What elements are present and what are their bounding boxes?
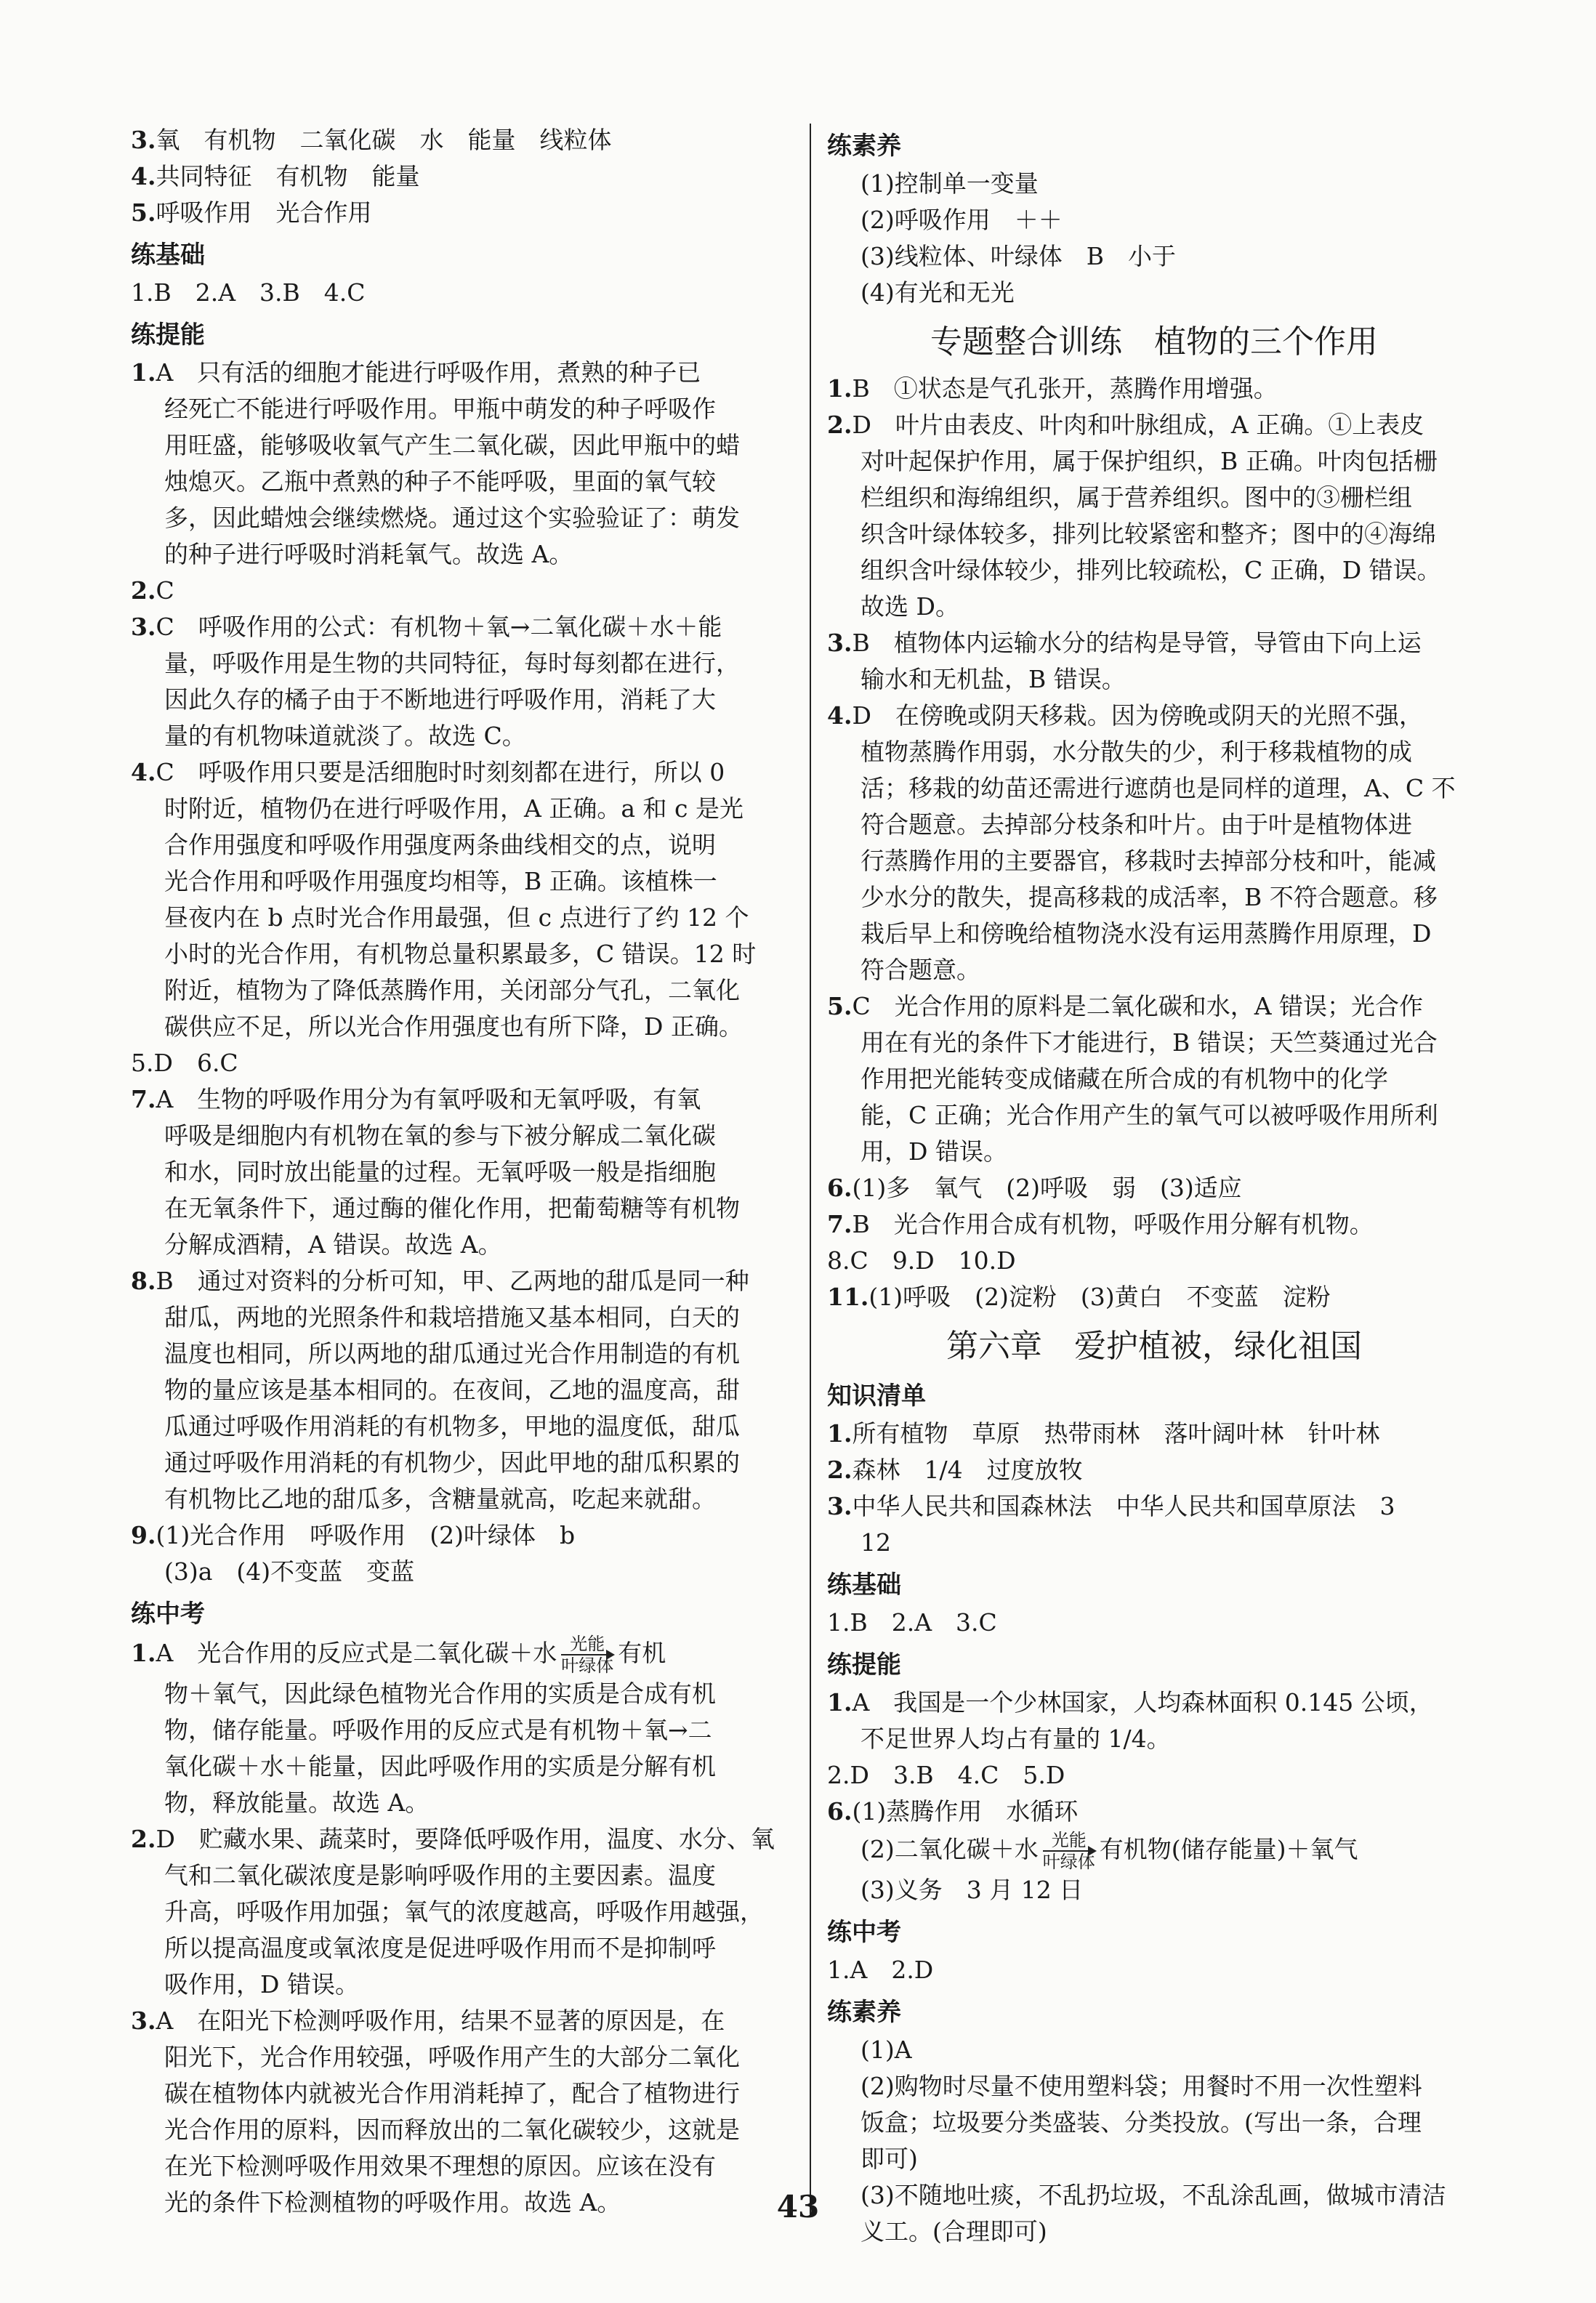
equation-right: 有机: [618, 1639, 666, 1667]
answer-line: 作用把光能转变成储藏在所合成的有机物中的化学: [861, 1065, 1388, 1093]
answer-text: (1)蒸腾作用 水循环: [852, 1797, 1079, 1826]
arrow-condition-bottom: 叶绿体: [561, 1655, 614, 1676]
equation-line: [131, 1634, 792, 1676]
question-number: 2.: [131, 1825, 156, 1853]
answer-text: (1)呼吸 (2)淀粉 (3)黄白 不变蓝 淀粉: [868, 1283, 1331, 1311]
answer-line: (3)a (4)不变蓝 变蓝: [164, 1557, 415, 1586]
answer-text: A 在阳光下检测呼吸作用，结果不显著的原因是，在: [156, 2006, 725, 2035]
answer-line: 活；移栽的幼苗还需进行遮荫也是同样的道理，A、C 不: [861, 774, 1456, 802]
section-heading: 练提能: [827, 1650, 901, 1679]
chapter-title: 第六章 爱护植被，绿化祖国: [946, 1328, 1362, 1365]
arrow-condition-top: 光能: [570, 1634, 605, 1654]
answer-line: [131, 609, 792, 645]
answer-line: 组织含叶绿体较少，排列比较疏松，C 正确，D 错误。: [861, 556, 1441, 584]
answer-text: 呼吸作用 光合作用: [156, 198, 372, 227]
answer-text: C 呼吸作用只要是活细胞时时刻刻都在进行，所以 0: [156, 758, 725, 786]
answer-line: [131, 2003, 792, 2039]
answer-line: [827, 1170, 1481, 1206]
answer-line: [827, 1794, 1481, 1830]
page-number: 43: [776, 2189, 820, 2225]
answer-line: 故选 D。: [861, 592, 959, 621]
answer-text: 2.D 3.B 4.C 5.D: [827, 1761, 1065, 1789]
answer-line: 在无氧条件下，通过酶的催化作用，把葡萄糖等有机物: [164, 1194, 740, 1222]
answer-line: (3)义务 3 月 12 日: [861, 1876, 1084, 1904]
answer-line: 有机物比乙地的甜瓜多，含糖量就高，吃起来就甜。: [164, 1485, 716, 1513]
answer-text: 1.B 2.A 3.B 4.C: [131, 278, 366, 307]
question-number: 11.: [827, 1283, 869, 1311]
answer-line: [827, 1279, 1481, 1315]
question-number: 3.: [131, 613, 156, 641]
answer-line: 多，因此蜡烛会继续燃烧。通过这个实验验证了：萌发: [164, 504, 740, 532]
question-number: 1.: [827, 1419, 853, 1448]
right-column: [827, 122, 1481, 2250]
arrow-icon: [561, 1654, 613, 1655]
reaction-arrow: [1043, 1830, 1095, 1872]
answer-line: 烛熄灭。乙瓶中煮熟的种子不能呼吸，里面的氧气较: [164, 467, 716, 496]
question-number: 7.: [131, 1085, 156, 1113]
question-number: 7.: [827, 1210, 853, 1238]
answer-text: 共同特征 有机物 能量: [156, 162, 420, 190]
answer-text: (1)光合作用 呼吸作用 (2)叶绿体 b: [156, 1521, 576, 1549]
answer-line: 和水，同时放出能量的过程。无氧呼吸一般是指细胞: [164, 1158, 716, 1186]
section-heading: 练素养: [827, 1998, 901, 2027]
left-column: [131, 122, 792, 2221]
answer-text: B 通过对资料的分析可知，甲、乙两地的甜瓜是同一种: [156, 1267, 749, 1295]
question-number: 1.: [827, 374, 853, 403]
answer-line: 能，C 正确；光合作用产生的氧气可以被呼吸作用所利: [861, 1101, 1438, 1129]
answer-line: (3)不随地吐痰，不乱扔垃圾，不乱涂乱画，做城市清洁: [861, 2181, 1446, 2209]
question-number: 5.: [131, 198, 156, 227]
answer-line: 用，D 错误。: [861, 1137, 1007, 1166]
answer-line: 所以提高温度或氧浓度是促进呼吸作用而不是抑制呼: [164, 1934, 716, 1962]
answer-text: 所有植物 草原 热带雨林 落叶阔叶林 针叶林: [852, 1419, 1380, 1448]
question-number: 4.: [131, 162, 156, 190]
equation-right: 有机物(储存能量)＋氧气: [1099, 1835, 1358, 1863]
answer-line: 光合作用的原料，因而释放出的二氧化碳较少，这就是: [164, 2116, 740, 2144]
answer-line: 气和二氧化碳浓度是影响呼吸作用的主要因素。温度: [164, 1861, 716, 1889]
answer-line: 合作用强度和呼吸作用强度两条曲线相交的点，说明: [164, 831, 716, 859]
answer-line: 分解成酒精，A 错误。故选 A。: [164, 1230, 502, 1259]
answer-line: 少水分的散失，提高移栽的成活率，B 不符合题意。移: [861, 883, 1438, 911]
answer-line: 附近，植物为了降低蒸腾作用，关闭部分气孔，二氧化: [164, 976, 740, 1004]
question-number: 3.: [131, 126, 156, 154]
answer-line: 吸作用，D 错误。: [164, 1970, 359, 1999]
question-number: 6.: [827, 1174, 853, 1202]
answer-text: 5.D 6.C: [131, 1049, 238, 1077]
answer-text: D 叶片由表皮、叶肉和叶脉组成，A 正确。①上表皮: [852, 411, 1424, 439]
answer-text: A 生物的呼吸作用分为有氧呼吸和无氧呼吸，有氧: [156, 1085, 701, 1113]
answer-line: 物的量应该是基本相同的。在夜间，乙地的温度高，甜: [164, 1376, 740, 1404]
answer-line: [827, 371, 1481, 407]
answer-text: D 贮藏水果、蔬菜时，要降低呼吸作用，温度、水分、氧: [156, 1825, 775, 1853]
answer-line: [131, 158, 792, 195]
answer-line: 在光下检测呼吸作用效果不理想的原因。应该在没有: [164, 2152, 716, 2180]
answer-line: [827, 1206, 1481, 1243]
answer-line: 氧化碳＋水＋能量，因此呼吸作用的实质是分解有机: [164, 1752, 716, 1780]
answer-line: 栏组织和海绵组织，属于营养组织。图中的③栅栏组: [861, 483, 1412, 512]
answer-line: 经死亡不能进行呼吸作用。甲瓶中萌发的种子呼吸作: [164, 395, 716, 423]
answer-text: B 植物体内运输水分的结构是导管，导管由下向上运: [852, 629, 1422, 657]
answer-text: B 光合作用合成有机物，呼吸作用分解有机物。: [852, 1210, 1374, 1238]
answer-line: 昼夜内在 b 点时光合作用最强，但 c 点进行了约 12 个: [164, 903, 749, 932]
answer-line: [131, 1263, 792, 1299]
answer-line: 物，储存能量。呼吸作用的反应式是有机物＋氧→二: [164, 1716, 712, 1744]
equation-left: (2)二氧化碳＋水: [861, 1835, 1039, 1863]
answer-text: A 只有活的细胞才能进行呼吸作用，煮熟的种子已: [156, 358, 701, 387]
answer-text: D 在傍晚或阴天移栽。因为傍晚或阴天的光照不强，: [852, 701, 1423, 730]
answer-line: 用在有光的条件下才能进行，B 错误；天竺葵通过光合: [861, 1028, 1438, 1057]
answer-line: [131, 275, 792, 311]
answer-line: 光的条件下检测植物的呼吸作用。故选 A。: [164, 2188, 621, 2217]
answer-line: [131, 1821, 792, 1858]
answer-line: (1)控制单一变量: [861, 169, 1039, 198]
answer-line: 的种子进行呼吸时消耗氧气。故选 A。: [164, 540, 573, 568]
answer-line: [827, 1685, 1481, 1721]
section-heading: 练中考: [131, 1600, 205, 1629]
answer-text: 1.B 2.A 3.C: [827, 1608, 997, 1637]
answer-line: 用旺盛，能够吸收氧气产生二氧化碳，因此甲瓶中的蜡: [164, 431, 740, 459]
answer-text: 森林 1/4 过度放牧: [852, 1456, 1083, 1484]
answer-line: [131, 1081, 792, 1118]
question-number: 6.: [827, 1797, 853, 1826]
answer-line: [827, 1605, 1481, 1641]
answer-line: 因此久存的橘子由于不断地进行呼吸作用，消耗了大: [164, 685, 716, 714]
question-number: 3.: [827, 629, 853, 657]
answer-line: [827, 1952, 1481, 1988]
arrow-icon: [1043, 1850, 1095, 1852]
answer-line: [827, 625, 1481, 661]
answer-line: 植物蒸腾作用弱，水分散失的少，利于移栽植物的成: [861, 738, 1412, 766]
answer-line: 栽后早上和傍晚给植物浇水没有运用蒸腾作用原理，D: [861, 919, 1432, 948]
answer-line: 通过呼吸作用消耗的有机物少，因此甲地的甜瓜积累的: [164, 1448, 740, 1477]
answer-text: C 光合作用的原料是二氧化碳和水，A 错误；光合作: [852, 992, 1424, 1020]
section-heading: 知识清单: [827, 1382, 926, 1411]
answer-line: [827, 1416, 1481, 1452]
answer-line: 时附近，植物仍在进行呼吸作用，A 正确。a 和 c 是光: [164, 794, 743, 823]
answer-line: (2)购物时尽量不使用塑料袋；用餐时不用一次性塑料: [861, 2072, 1422, 2100]
answer-text: C: [156, 576, 174, 605]
answer-line: 升高，呼吸作用加强；氧气的浓度越高，呼吸作用越强，: [164, 1897, 764, 1926]
section-heading: 练中考: [827, 1918, 901, 1947]
answer-line: [827, 407, 1481, 443]
answer-line: [131, 195, 792, 231]
answer-line: 即可): [861, 2145, 918, 2173]
chapter-title: 专题整合训练 植物的三个作用: [930, 323, 1378, 360]
answer-text: B ①状态是气孔张开，蒸腾作用增强。: [852, 374, 1278, 403]
answer-line: 量，呼吸作用是生物的共同特征，每时每刻都在进行，: [164, 649, 740, 677]
answer-line: 物，释放能量。故选 A。: [164, 1788, 430, 1817]
arrow-condition-top: 光能: [1051, 1830, 1087, 1850]
answer-line: 量的有机物味道就淡了。故选 C。: [164, 722, 526, 750]
answer-line: 符合题意。去掉部分枝条和叶片。由于叶是植物体进: [861, 810, 1412, 839]
answer-line: (1)A: [861, 2036, 912, 2064]
answer-line: (3)线粒体、叶绿体 B 小于: [861, 242, 1176, 270]
answer-line: [131, 1045, 792, 1081]
section-heading: 练素养: [827, 132, 901, 161]
section-heading: 练提能: [131, 320, 205, 350]
answer-line: (2)呼吸作用 ＋＋: [861, 206, 1063, 234]
answer-text: A 我国是一个少林国家，人均森林面积 0.145 公顷，: [852, 1688, 1433, 1717]
answer-line: 小时的光合作用，有机物总量积累最多，C 错误。12 时: [164, 940, 757, 968]
answer-line: 碳供应不足，所以光合作用强度也有所下降，D 正确。: [164, 1012, 743, 1041]
reaction-arrow: [561, 1634, 613, 1676]
answer-line: [131, 122, 792, 158]
answer-line: 甜瓜，两地的光照条件和栽培措施又基本相同，白天的: [164, 1303, 740, 1331]
question-number: 3.: [827, 1492, 853, 1520]
answer-line: 光合作用和呼吸作用强度均相等，B 正确。该植株一: [164, 867, 717, 895]
answer-line: 织含叶绿体较多，排列比较紧密和整齐；图中的④海绵: [861, 520, 1436, 548]
answer-line: 义工。(合理即可): [861, 2217, 1047, 2246]
question-number: 2.: [131, 576, 156, 605]
question-number: 2.: [827, 411, 853, 439]
question-number: 4.: [131, 758, 156, 786]
question-number: 2.: [827, 1456, 853, 1484]
arrow-condition-bottom: 叶绿体: [1042, 1852, 1095, 1872]
question-number: 1.: [131, 1639, 156, 1667]
answer-line: [131, 355, 792, 391]
answer-text: 氧 有机物 二氧化碳 水 能量 线粒体: [156, 126, 612, 154]
answer-text: 中华人民共和国森林法 中华人民共和国草原法 3: [852, 1492, 1395, 1520]
equation-line: [827, 1830, 1481, 1872]
answer-line: [131, 754, 792, 791]
answer-line: [827, 1757, 1481, 1794]
equation-left: A 光合作用的反应式是二氧化碳＋水: [156, 1639, 557, 1667]
answer-line: 12: [861, 1528, 891, 1557]
question-number: 1.: [131, 358, 156, 387]
question-number: 9.: [131, 1521, 156, 1549]
section-heading: 练基础: [827, 1570, 901, 1600]
answer-line: [131, 573, 792, 609]
answer-line: [827, 698, 1481, 734]
answer-line: (4)有光和无光: [861, 278, 1015, 307]
answer-line: [827, 1452, 1481, 1488]
answer-line: 行蒸腾作用的主要器官，移栽时去掉部分枝和叶，能减: [861, 847, 1436, 875]
section-heading: 练基础: [131, 241, 205, 270]
answer-line: 阳光下，光合作用较强，呼吸作用产生的大部分二氧化: [164, 2043, 740, 2071]
answer-line: [827, 1488, 1481, 1525]
answer-line: 对叶起保护作用，属于保护组织，B 正确。叶肉包括栅: [861, 447, 1438, 475]
question-number: 3.: [131, 2006, 156, 2035]
question-number: 1.: [827, 1688, 853, 1717]
question-number: 4.: [827, 701, 853, 730]
answer-line: 不足世界人均占有量的 1/4。: [861, 1725, 1171, 1753]
question-number: 8.: [131, 1267, 156, 1295]
answer-line: 呼吸是细胞内有机物在氧的参与下被分解成二氧化碳: [164, 1121, 716, 1150]
answer-text: 1.A 2.D: [827, 1956, 934, 1984]
answer-line: 饭盒；垃圾要分类盛装、分类投放。(写出一条，合理: [861, 2108, 1422, 2137]
answer-line: 瓜通过呼吸作用消耗的有机物多，甲地的温度低，甜瓜: [164, 1412, 740, 1440]
answer-line: 符合题意。: [861, 956, 980, 984]
question-number: 5.: [827, 992, 853, 1020]
answer-line: 物＋氧气，因此绿色植物光合作用的实质是合成有机: [164, 1679, 716, 1708]
answer-line: 温度也相同，所以两地的甜瓜通过光合作用制造的有机: [164, 1339, 740, 1368]
answer-line: [827, 988, 1481, 1025]
answer-line: 碳在植物体内就被光合作用消耗掉了，配合了植物进行: [164, 2079, 740, 2108]
answer-line: [827, 1243, 1481, 1279]
answer-text: C 呼吸作用的公式：有机物＋氧→二氧化碳＋水＋能: [156, 613, 722, 641]
answer-line: 输水和无机盐，B 错误。: [861, 665, 1126, 693]
column-divider: [810, 124, 811, 2217]
answer-line: [131, 1517, 792, 1554]
answer-text: (1)多 氧气 (2)呼吸 弱 (3)适应: [852, 1174, 1242, 1202]
answer-text: 8.C 9.D 10.D: [827, 1246, 1016, 1275]
